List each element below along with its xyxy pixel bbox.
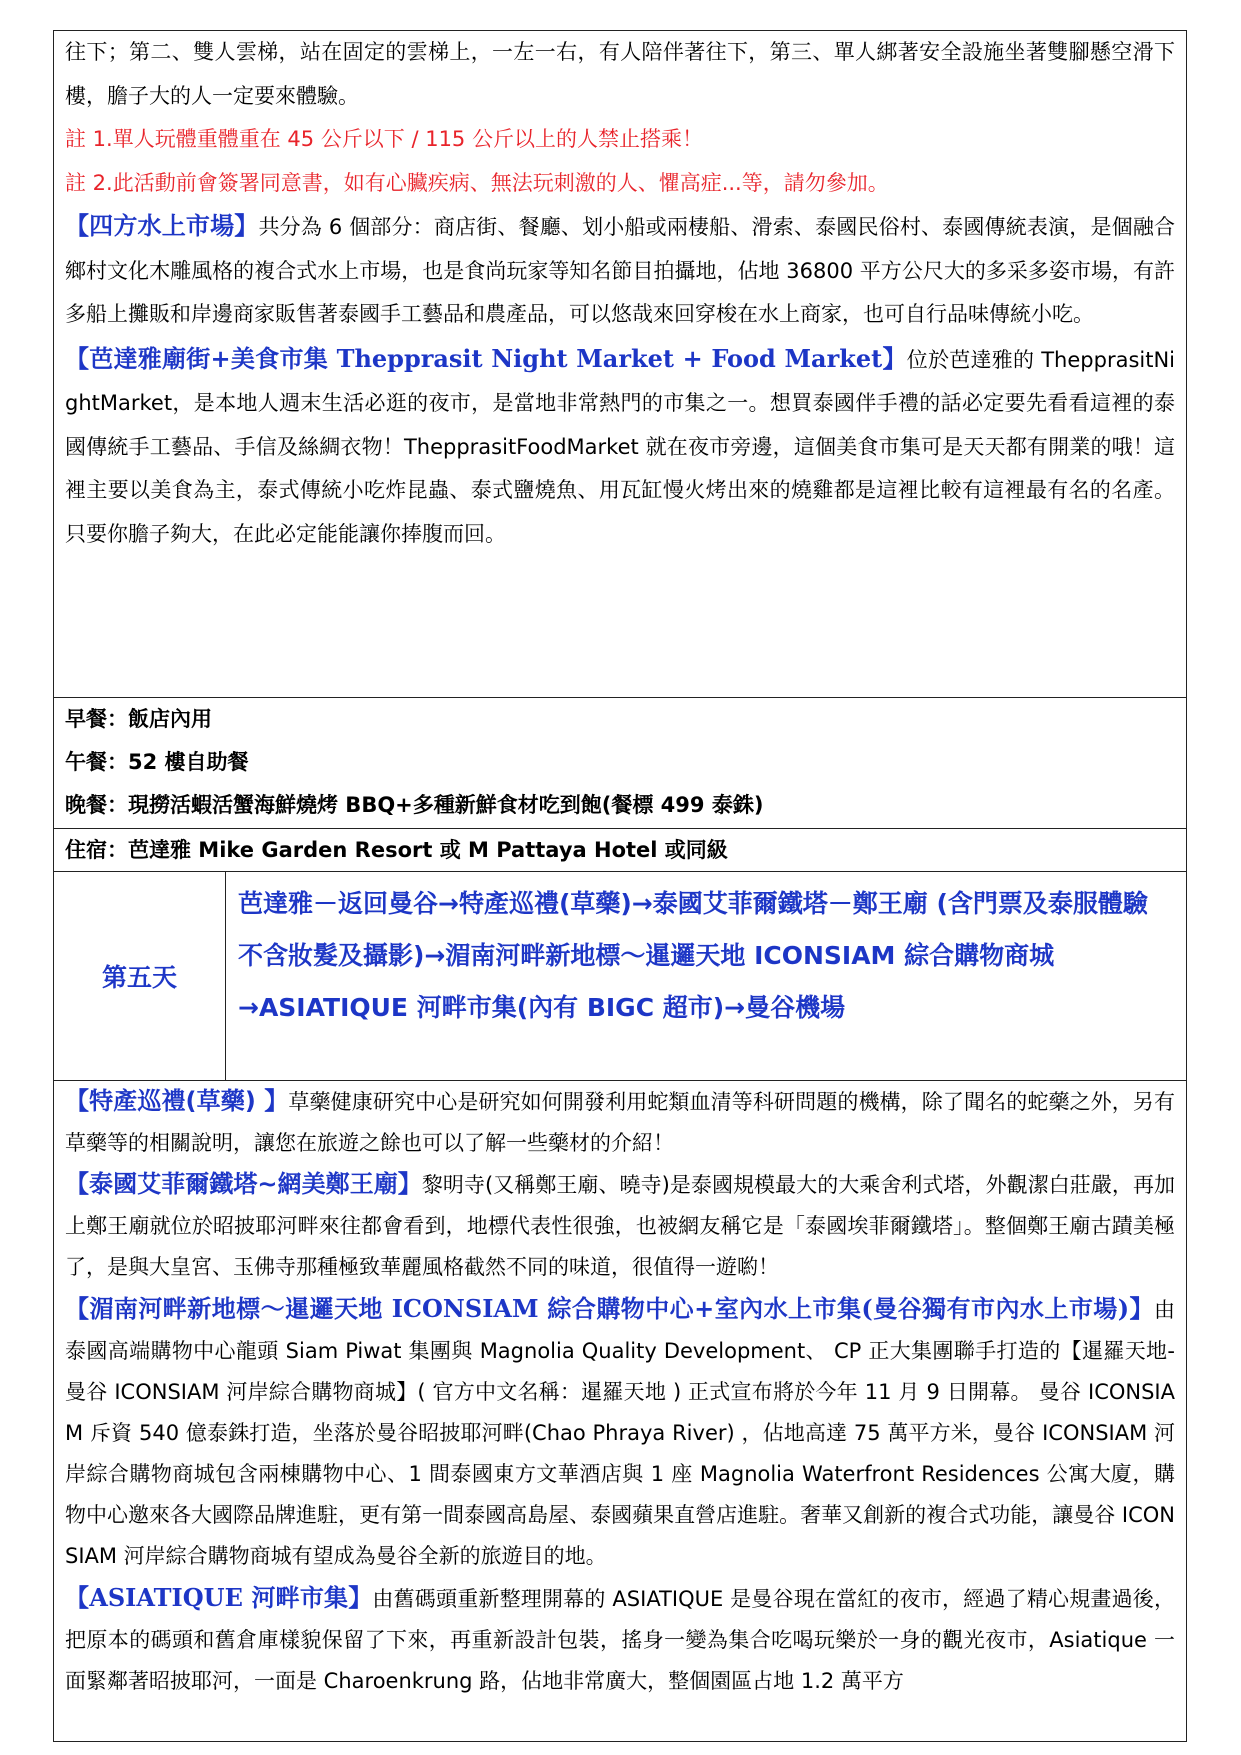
day-label: 第五天	[54, 872, 226, 1081]
day-route: 芭達雅－返回曼谷→特產巡禮(草藥)→泰國艾菲爾鐵塔－鄭王廟 (含門票及泰服體驗 不含妝髮及攝影)→湄南河畔新地標～暹邏天地 ICONSIAM 綜合購物商城→ASIATIQUE 河畔市集(內有 BIGC 超市)→曼谷機場	[226, 872, 1187, 1081]
herb-title: 【特產巡禮(草藥) 】	[65, 1087, 289, 1115]
stay-cell	[54, 829, 1187, 872]
dinner-line: 晚餐：現撈活蝦活蟹海鮮燒烤 BBQ+多種新鮮食材吃到飽(餐標 499 泰銖)	[65, 793, 764, 817]
floating-market-body: 共分為 6 個部分：商店街、餐廳、划小船或兩棲船、滑索、泰國民俗村、泰國傳統表演，是個融合鄉村文化木雕風格的複合式水上市場，也是食尚玩家等知名節目拍攝地，佔地 36800 平方公尺大的多采多姿市場，有許多船上攤販和岸邊商家販售著泰國手工藝品和農產品，可以悠哉來回穿梭在水上商家，也可自行品味傳統小吃。	[65, 215, 1176, 326]
wat-arun-title: 【泰國艾菲爾鐵塔~網美鄭王廟】	[65, 1170, 422, 1198]
lunch-line: 午餐：52 樓自助餐	[65, 750, 249, 774]
paragraph-night-market	[65, 337, 1175, 557]
paragraph-asiatique	[65, 1577, 1175, 1702]
paragraph-herb	[65, 1081, 1175, 1164]
note-consent: 註 2.此活動前會簽署同意書，如有心臟疾病、無法玩刺激的人、懼高症...等，請勿參加。	[65, 170, 889, 195]
note-weight-limit: 註 1.單人玩體重體重在 45 公斤以下 / 115 公斤以上的人禁止搭乘！	[65, 127, 703, 151]
meals-cell	[54, 698, 1187, 829]
night-market-title: 【芭達雅廟街+美食市集 Thepprasit Night Market + Food Market】	[65, 343, 907, 373]
paragraph-iconsiam	[65, 1288, 1175, 1577]
iconsiam-body: 由泰國高端購物中心龍頭 Siam Piwat 集團與 Magnolia Quality Development、 CP 正大集團聯手打造的【暹羅天地-曼谷 ICONSIAM 河岸綜合購物商城】( 官方中文名稱：暹羅天地 ) 正式宣布將於今年 11 月 9 日開幕。 曼谷 ICONSIAM 斥資 540 億泰銖打造，坐落於曼谷昭披耶河畔(Chao Phraya River) ，佔地高達 75 萬平方米，曼谷 ICONSIAM 河岸綜合購物商城包含兩棟購物中心、1 間泰國東方文華酒店與 1 座 Magnolia Waterfront Residences 公寓大廈，購物中心邀來各大國際品牌進駐，更有第一間泰國高島屋、泰國蘋果直營店進駐。奢華又創新的複合式功能，讓曼谷 ICONSIAM 河岸綜合購物商城有望成為曼谷全新的旅遊目的地。	[65, 1298, 1175, 1568]
floating-market-title: 【四方水上市場】	[65, 212, 259, 240]
herb-body: 草藥健康研究中心是研究如何開發利用蛇類血清等科研問題的機構，除了聞名的蛇藥之外，另有草藥等的相關說明，讓您在旅遊之餘也可以了解一些藥材的介紹！	[65, 1090, 1176, 1155]
intro-cell	[54, 31, 1187, 698]
meals-row	[54, 698, 1187, 829]
description-cell	[54, 1081, 1187, 1742]
paragraph-floating-market	[65, 205, 1175, 337]
breakfast-line: 早餐：飯店內用	[65, 707, 212, 731]
stay-line: 住宿：芭達雅 Mike Garden Resort 或 M Pattaya Hotel 或同級	[65, 838, 728, 862]
paragraph-zipline: 往下；第二、雙人雲梯，站在固定的雲梯上，一左一右，有人陪伴著往下，第三、單人綁著安全設施坐著雙腳懸空滑下樓，膽子大的人一定要來體驗。	[65, 40, 1175, 108]
paragraph-wat-arun	[65, 1164, 1175, 1288]
wat-arun-body: 黎明寺(又稱鄭王廟、曉寺)是泰國規模最大的大乘舍利式塔，外觀潔白莊嚴，再加上鄭王廟就位於昭披耶河畔來往都會看到，地標代表性很強，也被網友稱它是「泰國埃菲爾鐵塔」。整個鄭王廟古蹟美極了，是與大皇宮、玉佛寺那種極致華麗風格截然不同的味道，很值得一遊喲！	[65, 1173, 1175, 1279]
intro-row	[54, 31, 1187, 698]
itinerary-page	[53, 30, 1186, 1742]
stay-row	[54, 829, 1187, 872]
day-row	[54, 872, 1187, 1081]
night-market-body: 位於芭達雅的 ThepprasitNightMarket，是本地人週末生活必逛的夜市，是當地非常熱門的市集之一。想買泰國伴手禮的話必定要先看看這裡的泰國傳統手工藝品、手信及絲綢衣物！ThepprasitFoodMarket 就在夜市旁邊，這個美食市集可是天天都有開業的哦！這裡主要以美食為主，泰式傳統小吃炸昆蟲、泰式鹽燒魚、用瓦缸慢火烤出來的燒雞都是這裡比較有這裡最有名的名產。只要你膽子夠大，在此必定能能讓你捧腹而回。	[65, 347, 1175, 546]
itinerary-table	[53, 30, 1187, 1742]
iconsiam-title: 【湄南河畔新地標～暹邏天地 ICONSIAM 綜合購物中心+室內水上市集(曼谷獨有市內水上市場)】	[65, 1294, 1154, 1323]
asiatique-body: 由舊碼頭重新整理開幕的 ASIATIQUE 是曼谷現在當紅的夜市，經過了精心規畫過後，把原本的碼頭和舊倉庫樣貌保留了下來，再重新設計包裝，搖身一變為集合吃喝玩樂於一身的觀光夜市，Asiatique 一面緊鄰著昭披耶河，一面是 Charoenkrung 路，佔地非常廣大，整個園區占地 1.2 萬平方	[65, 1587, 1175, 1693]
asiatique-title: 【ASIATIQUE 河畔市集】	[65, 1583, 373, 1612]
description-row	[54, 1081, 1187, 1742]
